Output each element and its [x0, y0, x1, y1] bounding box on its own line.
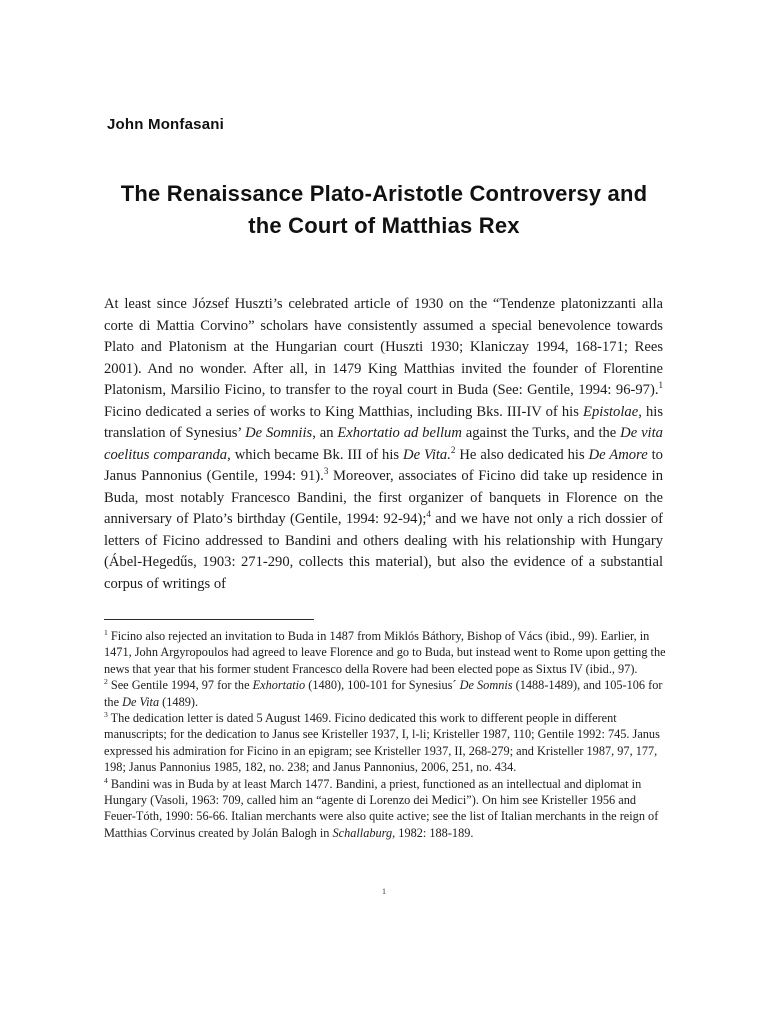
footnotes-section [104, 628, 670, 841]
body-paragraph: At least since József Huszti’s celebrated article of 1930 on the “Tendenze platonizzanti alla corte di Mattia Corvino” scholars have consistently assumed a special benevolence towards Plato and Platonism at the Hungarian court (Huszti 1930; Klaniczay 1994, 168-171; Rees 2001). And no wonder. After all, in 1479 King Matthias invited the founder of Florentine Platonism, Marsilio Ficino, to transfer to the royal court in Buda (See: Gentile, 1994: 96-97).$^1$ Ficino dedicated a series of works to King Matthias, including Bks. III-IV of his Epistolae, his translation of Synesius’ De Somniis, an Exhortatio ad bellum against the Turks, and the De vita coelitus comparanda, which became Bk. III of his De Vita.$^2$ He also dedicated his De Amore to Janus Pannonius (Gentile, 1994: 91).$^3$ Moreover, associates of Ficino did take up residence in Buda, most notably Francesco Bandini, the first organizer of banquets in Florence on the anniversary of Plato’s birthday (Gentile, 1994: 92-94);$^4$ and we have not only a rich dossier of letters of Ficino addressed to Bandini and others dealing with his relationship with Hungary (Ábel-Hegedűs, 1903: 271-290, collects this material), but also the evidence of a substantial corpus of writings of [104, 296, 664, 592]
paper-title-line2: the Court of Matthias Rex [248, 213, 520, 238]
footnote-4: $^4$ Bandini was in Buda by at least March 1477. Bandini, a priest, functioned as an intellectual and diplomat in Hungary (Vasoli, 1963: 709, called him an “agente di Lorenzo dei Medici”). On him see Kristeller 1956 and Feuer-Tóth, 1990: 56-66. Italian merchants were also quite active; see the list of Italian merchants in the reign of Matthias Corvinus created by Jolán Balogh in Schallaburg, 1982: 188-189. [104, 775, 659, 840]
page-number: 1 [382, 887, 386, 896]
footnote-3: $^3$ The dedication letter is dated 5 August 1469. Ficino dedicated this work to different people in different manuscripts; for the dedication to Janus see Kristeller 1937, I, l-li; Kristeller 1987, 110; Gentile 1992: 745. Janus expressed his admiration for Ficino in an epigram; see Kristeller 1937, II, 268-279; and Kristeller 1987, 97, 177, 198; Janus Pannonius 1985, 182, no. 238; and Janus Pannonius, 2006, 251, no. 434. [104, 709, 660, 775]
footnote-separator [104, 619, 314, 620]
footnote-1: $^1$ Ficino also rejected an invitation to Buda in 1487 from Miklós Báthory, Bishop of Vács (ibid., 99). Earlier, in 1471, John Argyropoulos had agreed to leave Florence and go to Buda, but instead went to Rome upon getting the news that year that his former student Francesco della Rovere had been elected pope as Sixtus IV (ibid., 97). [104, 627, 666, 676]
paper-title [84, 178, 684, 242]
footnote-2: $^2$ See Gentile 1994, 97 for the Exhortatio (1480), 100-101 for Synesius´ De Somnis (1488-1489), and 105-106 for the De Vita (1489). [104, 677, 663, 709]
paper-title-line1: The Renaissance Plato-Aristotle Controversy and [120, 181, 648, 206]
author-name: John Monfasani [107, 116, 224, 133]
